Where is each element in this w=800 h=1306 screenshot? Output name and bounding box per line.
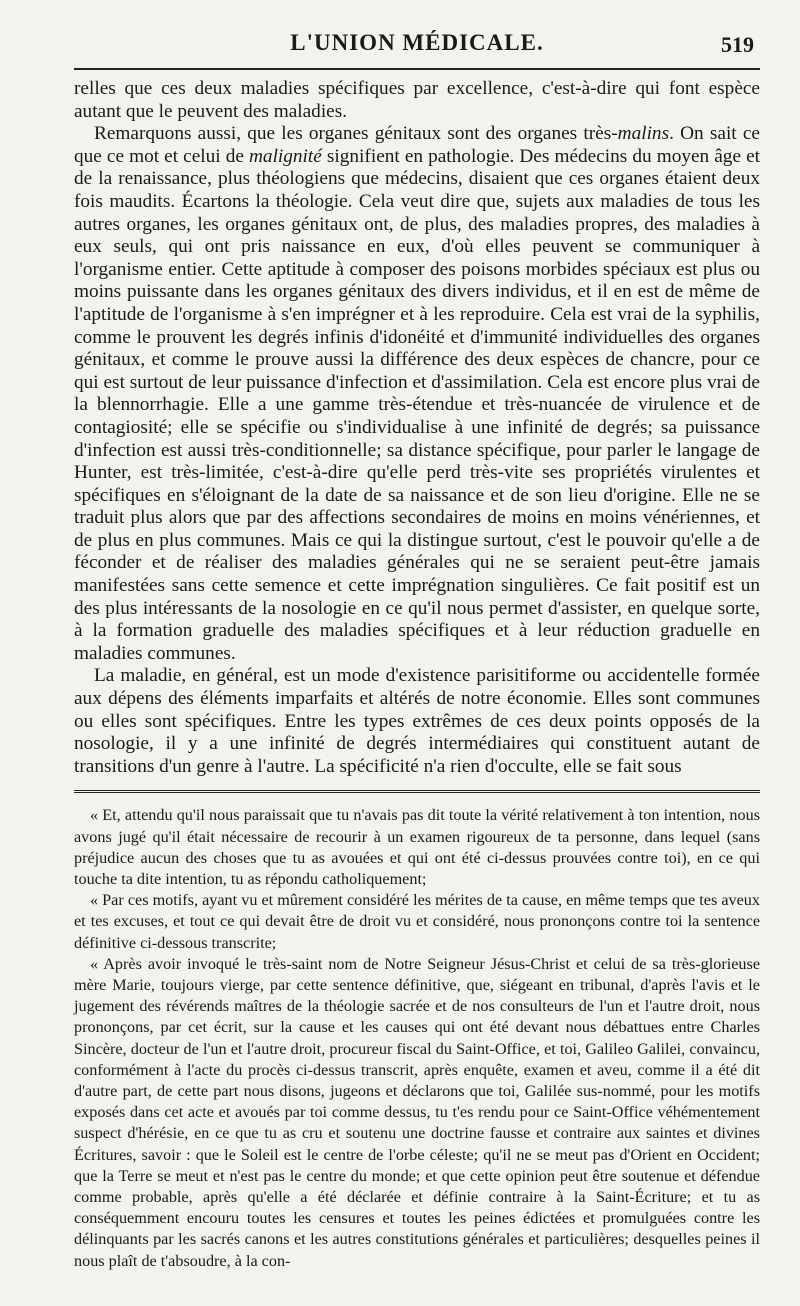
paragraph-1	[74, 78, 760, 123]
page-number: 519	[721, 32, 754, 57]
paragraph-text: Remarquons aussi, que les organes génitaux sont des organes très-	[94, 123, 618, 145]
paragraph-2	[74, 123, 760, 665]
header-rule	[74, 68, 760, 70]
main-text	[74, 78, 760, 778]
paragraph-3	[74, 665, 760, 778]
running-title: L'UNION MÉDICALE.	[290, 30, 544, 55]
paragraph-text: . On sait ce que ce mot et celui de	[74, 123, 760, 167]
footnote-paragraph-1: « Et, attendu qu'il nous paraissait que tu n'avais pas dit toute la vérité relativement à ton intention, nous avons jugé qu'il était nécessaire de recourir à un examen rigoureux de ta personne, dans lequel (sans préjudice aucun des choses que tu as avouées et qui ont été ci-dessus prouvées contre toi), en ce qui touche ta dite intention, tu as répondu catholiquement;	[74, 806, 760, 889]
footnote-separator	[74, 790, 760, 793]
italic-term-malignite: malignité	[249, 145, 322, 167]
page-header	[74, 28, 760, 66]
paragraph-text: signifient en pathologie. Des médecins du moyen âge et de la renaissance, plus théologiens que médecins, disaient que ces organes étaient deux fois maudits. Écartons la théologie. Cela veut dire que, sujets aux maladies de tous les autres organes, les organes génitaux ont, de plus, des maladies propres, des maladies à eux seuls, qui ont pris naissance en eux, d'où elles peuvent se communiquer à l'organisme entier. Cette aptitude à composer des poisons morbides spéciaux est plus ou moins puissante dans les organes génitaux des divers individus, et il en est de même de l'aptitude de l'organisme à s'en imprégner et à les reproduire. Cela est vrai de la syphilis, comme le prouvent les degrés infinis d'idonéité et d'immunité individuelles des organes génitaux, et comme le prouve aussi la différence des deux espèces de chancre, pour ce qui est surtout de leur puissance d'infection et d'assimilation. Cela est encore plus vrai de la blennorrhagie. Elle a une gamme très-étendue et très-nuancée de virulence et de contagiosité; elle se spécifie ou s'individualise à une infinité de degrés; sa puissance d'infection est aussi très-conditionnelle; sa distance spécifique, pour parler le langage de Hunter, est très-limitée, c'est-à-dire qu'elle perd très-vite ses propriétés virulentes et spécifiques en s'éloignant de la date de sa naissance et de son lieu d'origine. Elle ne se traduit plus alors que par des affections secondaires de moins en moins vénériennes, et de plus en plus communes. Mais ce qui la distingue surtout, c'est le pouvoir qu'elle a de féconder et de réaliser des maladies générales qui ne se seraient peut-être jamais manifestées sans cette semence et cette imprégnation singulières. Ce fait positif est un des plus intéressants de la nosologie en ce qu'il nous permet d'assister, en quelque sorte, à la formation graduelle des maladies spécifiques et à leur réduction graduelle en maladies communes.	[74, 145, 760, 664]
footnotes	[74, 805, 760, 1271]
italic-term-malins: malins	[617, 123, 670, 145]
paragraph-text: relles que ces deux maladies spécifiques par excellence, c'est-à-dire qui font espèce autant que le peuvent des maladies.	[74, 78, 760, 122]
footnote-paragraph-3: « Après avoir invoqué le très-saint nom de Notre Seigneur Jésus-Christ et celui de sa très-glorieuse mère Marie, toujours vierge, par cette sentence définitive, que, siégeant en tribunal, d'après l'avis et le jugement des révérends maîtres de la théologie sacrée et de nos consulteurs de l'un et l'autre droit, nous prononçons, par cet écrit, sur la cause et les causes qui ont été devant nous débattues entre Charles Sincère, docteur de l'un et l'autre droit, procureur fiscal du Saint-Office, et toi, Galileo Galilei, convaincu, conformément à l'acte du procès ci-dessus transcrit, après enquête, examen et aveu, comme il a été dit d'autre part, de cette part nous disons, jugeons et déclarons que toi, Galilée sus-nommé, pour les motifs exposés dans cet acte et avoués par toi comme dessus, tu t'es rendu pour ce Saint-Office véhémentement suspect d'hérésie, en ce que tu as cru et soutenu une doctrine fausse et contraire aux saintes et divines Écritures, savoir : que le Soleil est le centre de l'orbe céleste; qu'il ne se meut pas d'Orient en Occident; que la Terre se meut et n'est pas le centre du monde; et que cette opinion peut être soutenue et défendue comme probable, après qu'elle a été déclarée et définie contraire à la Saint-Écriture; et tu as conséquemment encouru toutes les censures et toutes les peines édictées et promulguées contre les délinquants par les sacrés canons et les autres constitutions générales et particulières; desquelles peines il nous plaît de t'absoudre, à la con-	[74, 954, 760, 1270]
footnote-paragraph-2: « Par ces motifs, ayant vu et mûrement considéré les mérites de ta cause, en même temps que tes aveux et tes excuses, et tout ce qui devait être de droit vu et considéré, nous prononçons contre toi la sentence définitive ci-dessous transcrite;	[74, 891, 760, 952]
paragraph-text: La maladie, en général, est un mode d'existence parisitiforme ou accidentelle formée aux dépens des éléments imparfaits et altérés de notre économie. Elles sont communes ou elles sont spécifiques. Entre les types extrêmes de ces deux points opposés de la nosologie, il y a une infinité de degrés intermédiaires qui constituent autant de transitions d'un genre à l'autre. La spécificité n'a rien d'occulte, elle se fait sous	[74, 665, 760, 777]
